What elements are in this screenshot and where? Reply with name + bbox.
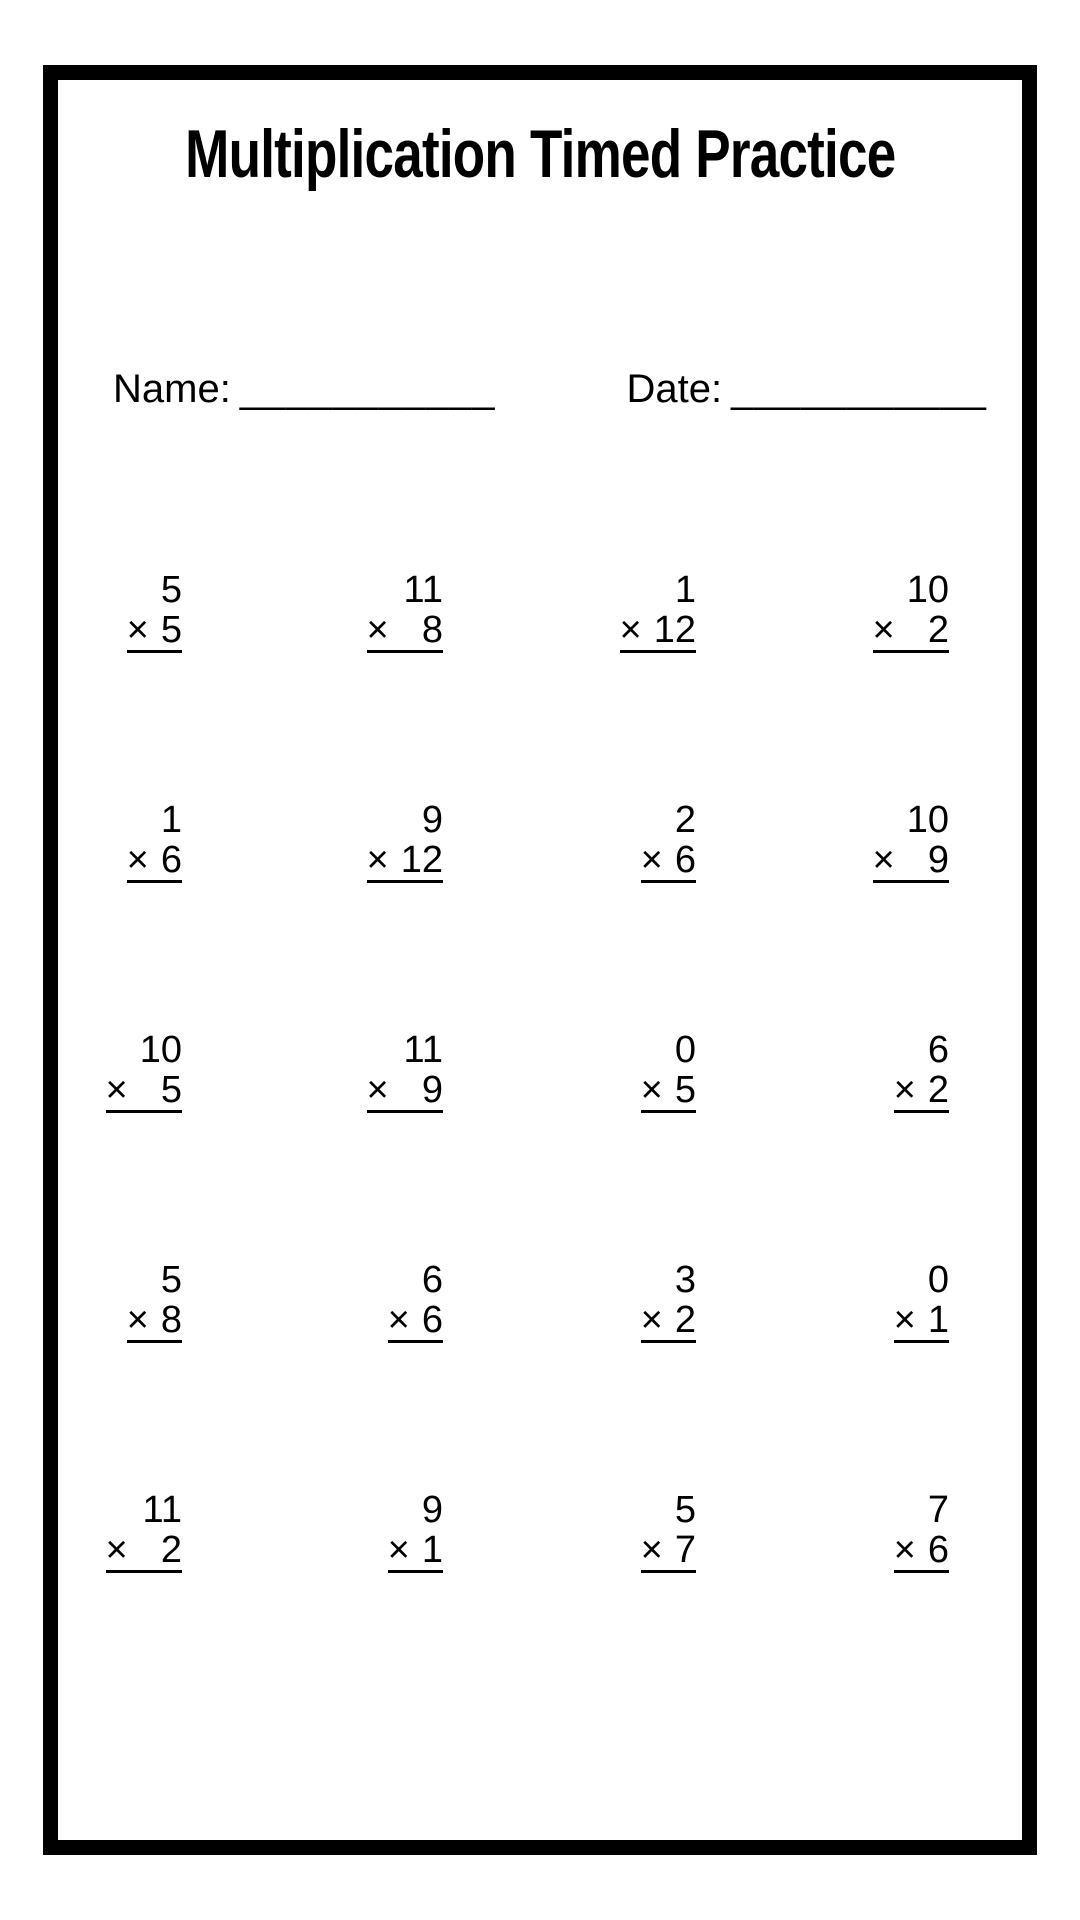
top-operand: 6 [421, 1259, 443, 1301]
multiplication-problem [367, 1030, 443, 1113]
top-operand: 0 [927, 1259, 949, 1301]
multiply-sign: × [366, 609, 389, 651]
operand-row-with-answer-line [127, 840, 182, 883]
multiplication-problem [367, 800, 443, 883]
operand-row-with-answer-line [641, 840, 696, 883]
multiply-sign: × [105, 1069, 128, 1111]
top-operand: 6 [927, 1029, 949, 1071]
top-operand: 9 [421, 1489, 443, 1531]
multiplication-problem [894, 1260, 949, 1343]
worksheet-border-frame [43, 65, 1037, 1855]
bottom-operand: 6 [160, 839, 182, 881]
multiplication-problem [641, 1490, 696, 1573]
operand-row-with-answer-line [620, 610, 696, 653]
operand-row-with-answer-line [106, 1530, 182, 1573]
multiplication-problem [894, 1490, 949, 1573]
multiplication-problem [641, 1030, 696, 1113]
operand-row-with-answer-line [367, 840, 443, 883]
top-operand: 5 [160, 569, 182, 611]
top-operand: 7 [927, 1489, 949, 1531]
operand-row-with-answer-line [873, 610, 949, 653]
top-operand: 9 [421, 799, 443, 841]
multiplication-problem [873, 800, 949, 883]
bottom-operand: 8 [421, 609, 443, 651]
bottom-operand: 5 [160, 609, 182, 651]
operand-row-with-answer-line [641, 1070, 696, 1113]
page-title: Multiplication Timed Practice [184, 116, 896, 192]
top-operand: 5 [674, 1489, 696, 1531]
top-operand: 2 [674, 799, 696, 841]
operand-row-with-answer-line [641, 1300, 696, 1343]
operand-row-with-answer-line [894, 1300, 949, 1343]
multiplication-problem [641, 800, 696, 883]
multiply-sign: × [640, 1299, 663, 1341]
multiply-sign: × [126, 609, 149, 651]
bottom-operand: 5 [160, 1069, 182, 1111]
top-operand: 1 [160, 799, 182, 841]
bottom-operand: 6 [421, 1299, 443, 1341]
multiplication-problem [127, 800, 182, 883]
name-label: Name: [113, 367, 231, 411]
date-write-line: ___________ [731, 367, 987, 411]
name-write-line: ___________ [239, 367, 496, 411]
multiply-sign: × [640, 1069, 663, 1111]
bottom-operand: 6 [927, 1529, 949, 1571]
multiplication-problem [620, 570, 696, 653]
multiply-sign: × [619, 609, 642, 651]
top-operand: 11 [142, 1489, 182, 1531]
multiplication-problem [388, 1260, 443, 1343]
top-operand: 5 [160, 1259, 182, 1301]
top-operand: 10 [906, 799, 949, 841]
multiply-sign: × [387, 1299, 410, 1341]
operand-row-with-answer-line [106, 1070, 182, 1113]
operand-row-with-answer-line [388, 1300, 443, 1343]
operand-row-with-answer-line [127, 1300, 182, 1343]
operand-row-with-answer-line [127, 610, 182, 653]
multiply-sign: × [640, 1529, 663, 1571]
bottom-operand: 9 [421, 1069, 443, 1111]
top-operand: 10 [906, 569, 949, 611]
multiply-sign: × [366, 839, 389, 881]
bottom-operand: 12 [653, 609, 696, 651]
top-operand: 11 [403, 569, 443, 611]
multiplication-problem [641, 1260, 696, 1343]
multiplication-problem [127, 570, 182, 653]
multiply-sign: × [387, 1529, 410, 1571]
title-row [58, 80, 1022, 192]
bottom-operand: 6 [674, 839, 696, 881]
name-date-row [113, 366, 1022, 412]
multiplication-problem [894, 1030, 949, 1113]
bottom-operand: 2 [927, 609, 949, 651]
date-label: Date: [626, 367, 723, 411]
multiply-sign: × [126, 1299, 149, 1341]
operand-row-with-answer-line [388, 1530, 443, 1573]
problems-grid [58, 570, 1022, 1573]
top-operand: 0 [674, 1029, 696, 1071]
multiply-sign: × [893, 1069, 916, 1111]
operand-row-with-answer-line [641, 1530, 696, 1573]
bottom-operand: 1 [421, 1529, 443, 1571]
operand-row-with-answer-line [367, 610, 443, 653]
multiply-sign: × [640, 839, 663, 881]
multiply-sign: × [105, 1529, 128, 1571]
multiplication-problem [388, 1490, 443, 1573]
bottom-operand: 5 [674, 1069, 696, 1111]
bottom-operand: 9 [927, 839, 949, 881]
top-operand: 10 [139, 1029, 182, 1071]
bottom-operand: 2 [160, 1529, 182, 1571]
multiplication-problem [106, 1490, 182, 1573]
multiply-sign: × [366, 1069, 389, 1111]
multiplication-problem [127, 1260, 182, 1343]
multiplication-problem [106, 1030, 182, 1113]
bottom-operand: 1 [927, 1299, 949, 1341]
bottom-operand: 8 [160, 1299, 182, 1341]
multiplication-problem [367, 570, 443, 653]
operand-row-with-answer-line [367, 1070, 443, 1113]
date-field [627, 366, 987, 412]
bottom-operand: 7 [674, 1529, 696, 1571]
bottom-operand: 12 [400, 839, 443, 881]
multiply-sign: × [872, 839, 895, 881]
top-operand: 1 [674, 569, 696, 611]
operand-row-with-answer-line [894, 1070, 949, 1113]
operand-row-with-answer-line [873, 840, 949, 883]
multiply-sign: × [126, 839, 149, 881]
top-operand: 3 [674, 1259, 696, 1301]
bottom-operand: 2 [674, 1299, 696, 1341]
bottom-operand: 2 [927, 1069, 949, 1111]
top-operand: 11 [403, 1029, 443, 1071]
multiplication-problem [873, 570, 949, 653]
multiply-sign: × [893, 1529, 916, 1571]
multiply-sign: × [872, 609, 895, 651]
multiply-sign: × [893, 1299, 916, 1341]
name-field [113, 366, 496, 412]
operand-row-with-answer-line [894, 1530, 949, 1573]
